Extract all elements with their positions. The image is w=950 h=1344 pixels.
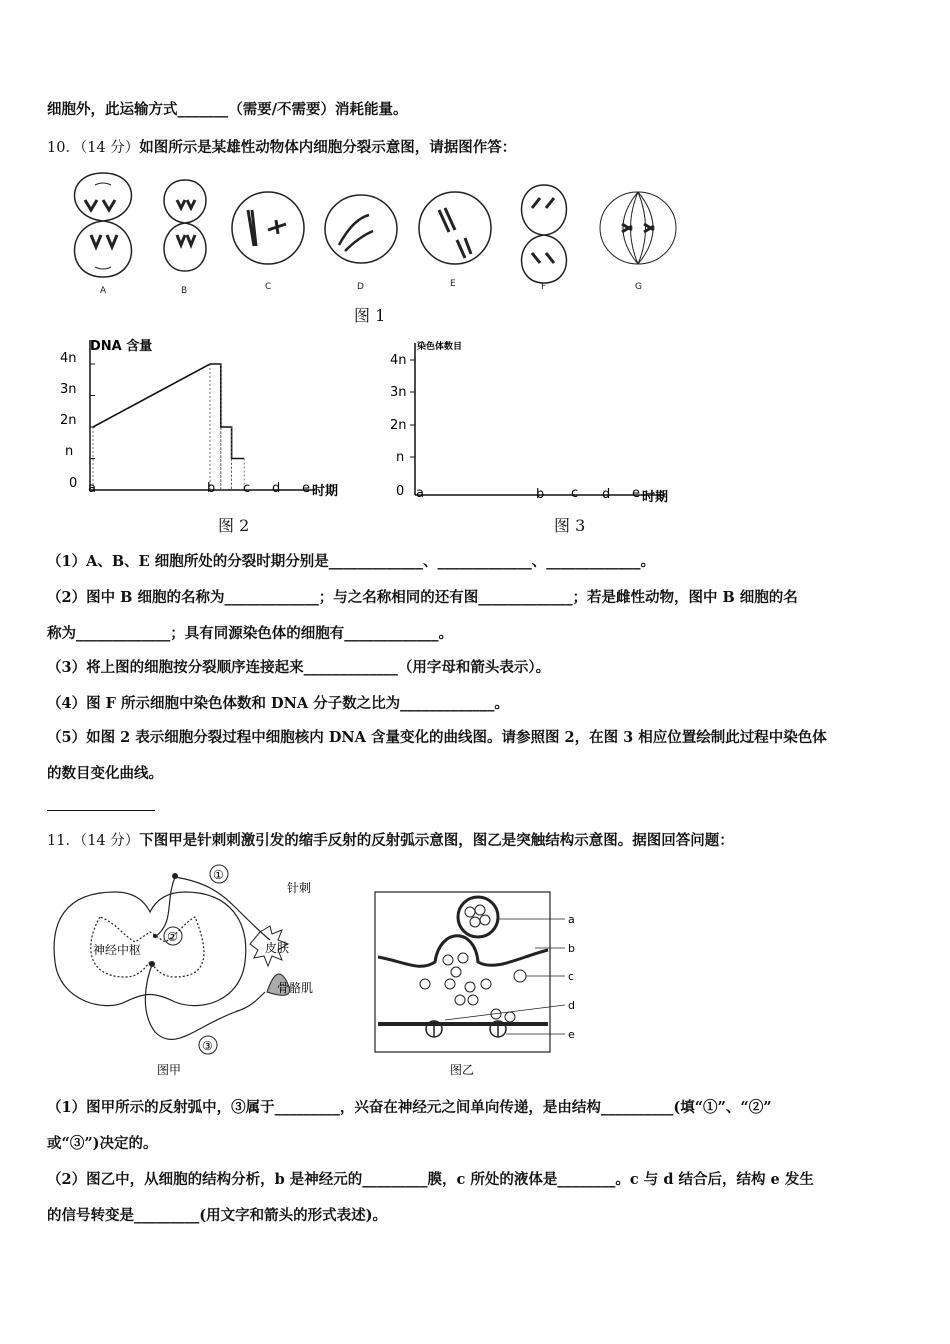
needle-label: 针刺 xyxy=(287,881,312,895)
svg-text:G: G xyxy=(635,282,642,292)
svg-text:E: E xyxy=(450,279,456,289)
figure-yi-caption: 图乙 xyxy=(450,1063,475,1077)
question-11-number: 11．（14 分） xyxy=(47,833,140,849)
fig2-ytick-4n: 4n xyxy=(60,351,77,366)
figure-jia-reflex-arc xyxy=(45,862,345,1082)
fig3-ytick-n: n xyxy=(396,450,405,465)
fig2-xtick-d: d xyxy=(272,481,281,496)
marker-1: ① xyxy=(213,868,224,882)
fig3-xtick-e: e xyxy=(632,486,640,501)
question-10-number: 10．（14 分） xyxy=(47,140,140,156)
fig3-xtick-b: b xyxy=(536,487,545,502)
fig2-ytick-2n: 2n xyxy=(60,413,77,428)
motor-neuron-body xyxy=(149,961,155,967)
label-b: b xyxy=(568,942,575,955)
presynaptic-membrane xyxy=(378,936,548,967)
ganglion-dot xyxy=(172,873,178,879)
question-10-prompt: 如图所示是某雄性动物体内细胞分裂示意图，请据图作答： xyxy=(139,139,517,156)
fig3-xtick-d: d xyxy=(602,487,611,502)
fig3-ylabel: 染色体数目 xyxy=(417,342,463,352)
q11-part-2-line-2: 的信号转变是_________(用文字和箭头的形式表述)。 xyxy=(47,1207,387,1224)
figure-1-caption: 图 1 xyxy=(354,306,386,325)
figure-2-caption: 图 2 xyxy=(218,516,250,535)
marker-3: ③ xyxy=(202,1039,213,1053)
fig2-xlabel: 时期 xyxy=(312,484,339,499)
question-10-heading xyxy=(47,138,516,158)
svg-text:D: D xyxy=(357,282,364,292)
cell-f-diagram xyxy=(522,185,567,283)
cell-d-diagram xyxy=(325,195,397,263)
fig2-xtick-c: c xyxy=(243,481,251,496)
interneuron-body xyxy=(153,934,157,938)
figure-3-chart xyxy=(390,335,690,505)
muscle-label: 骨骼肌 xyxy=(277,981,314,995)
figure-3-caption: 图 3 xyxy=(554,516,586,535)
sensory-neuron-path xyxy=(175,877,270,940)
sensory-neuron-dendrite xyxy=(155,877,175,937)
svg-text:B: B xyxy=(181,286,188,296)
question-11-heading xyxy=(47,831,734,851)
cell-g-diagram xyxy=(600,192,676,264)
nerve-center-label: 神经中枢 xyxy=(93,943,142,957)
text-line-intro: 细胞外，此运输方式_______（需要/不需要）消耗能量。 xyxy=(47,101,408,118)
svg-text:F: F xyxy=(541,282,547,292)
q11-part-1-line-2: 或“③”)决定的。 xyxy=(47,1135,158,1152)
q11-part-2-line-1: （2）图乙中，从细胞的结构分析，b 是神经元的_________膜，c 所处的液体是________。c 与 d 结合后，结构 e 发生 xyxy=(47,1171,814,1188)
fig2-ytick-0: 0 xyxy=(69,476,78,491)
synaptic-vesicle xyxy=(458,897,498,937)
q10-part-1: （1）A、B、E 细胞所处的分裂时期分别是_____________、_____________、_____________。 xyxy=(47,553,655,570)
spinal-cord-outline xyxy=(54,892,246,1006)
fig2-ylabel: DNA 含量 xyxy=(90,339,153,354)
q10-part-5-line-1: （5）如图 2 表示细胞分裂过程中细胞核内 DNA 含量变化的曲线图。请参照图 2，在图 3 相应位置绘制此过程中染色体 xyxy=(47,729,827,746)
figure-2-chart xyxy=(55,335,355,505)
marker-2: ② xyxy=(167,930,178,944)
fig3-ytick-4n: 4n xyxy=(390,353,407,368)
q10-part-2-line-1: （2）图中 B 细胞的名称为_____________；与之名称相同的还有图_____________；若是雌性动物，图中 B 细胞的名 xyxy=(47,589,798,606)
cell-c-diagram xyxy=(232,192,304,264)
fig3-xtick-a: a xyxy=(416,486,424,501)
figure-jia-caption: 图甲 xyxy=(157,1063,182,1077)
answer-rule-line xyxy=(47,810,155,811)
motor-neuron-path xyxy=(145,962,265,1039)
q10-part-2-line-2: 称为_____________；具有同源染色体的细胞有_____________。 xyxy=(47,625,453,642)
skin-label: 皮肤 xyxy=(265,941,290,955)
label-a: a xyxy=(568,913,575,926)
q11-part-1-line-1: （1）图甲所示的反射弧中，③属于_________，兴奋在神经元之间单向传递，是由结构__________(填“①”、“②” xyxy=(47,1099,772,1116)
cell-b-diagram xyxy=(164,180,206,271)
fig3-xlabel: 时期 xyxy=(642,490,669,505)
fig2-ytick-3n: 3n xyxy=(60,382,77,397)
label-d: d xyxy=(568,999,575,1012)
q10-part-4: （4）图 F 所示细胞中染色体数和 DNA 分子数之比为_____________。 xyxy=(47,695,509,712)
fig2-xtick-e: e xyxy=(302,481,310,496)
fig3-ytick-2n: 2n xyxy=(390,418,407,433)
svg-text:C: C xyxy=(265,282,272,292)
fig3-ytick-0: 0 xyxy=(396,484,405,499)
fig3-ytick-3n: 3n xyxy=(390,385,407,400)
label-e: e xyxy=(568,1028,575,1041)
svg-text:A: A xyxy=(100,286,107,296)
question-11-prompt: 下图甲是针刺刺激引发的缩手反射的反射弧示意图，图乙是突触结构示意图。据图回答问题： xyxy=(139,832,734,849)
figure-yi-synapse xyxy=(370,862,610,1082)
synapse-frame xyxy=(375,892,550,1052)
label-c: c xyxy=(568,970,575,983)
q10-part-3: （3）将上图的细胞按分裂顺序连接起来_____________（用字母和箭头表示）。 xyxy=(47,659,551,676)
q10-part-5-line-2: 的数目变化曲线。 xyxy=(47,765,163,782)
fig2-xtick-a: a xyxy=(88,481,96,496)
fig2-ytick-n: n xyxy=(65,444,74,459)
fig2-dna-curve xyxy=(93,364,244,459)
cell-a-diagram xyxy=(75,173,132,277)
fig2-xtick-b: b xyxy=(207,481,216,496)
cell-e-diagram xyxy=(419,192,491,264)
fig3-xtick-c: c xyxy=(571,486,579,501)
